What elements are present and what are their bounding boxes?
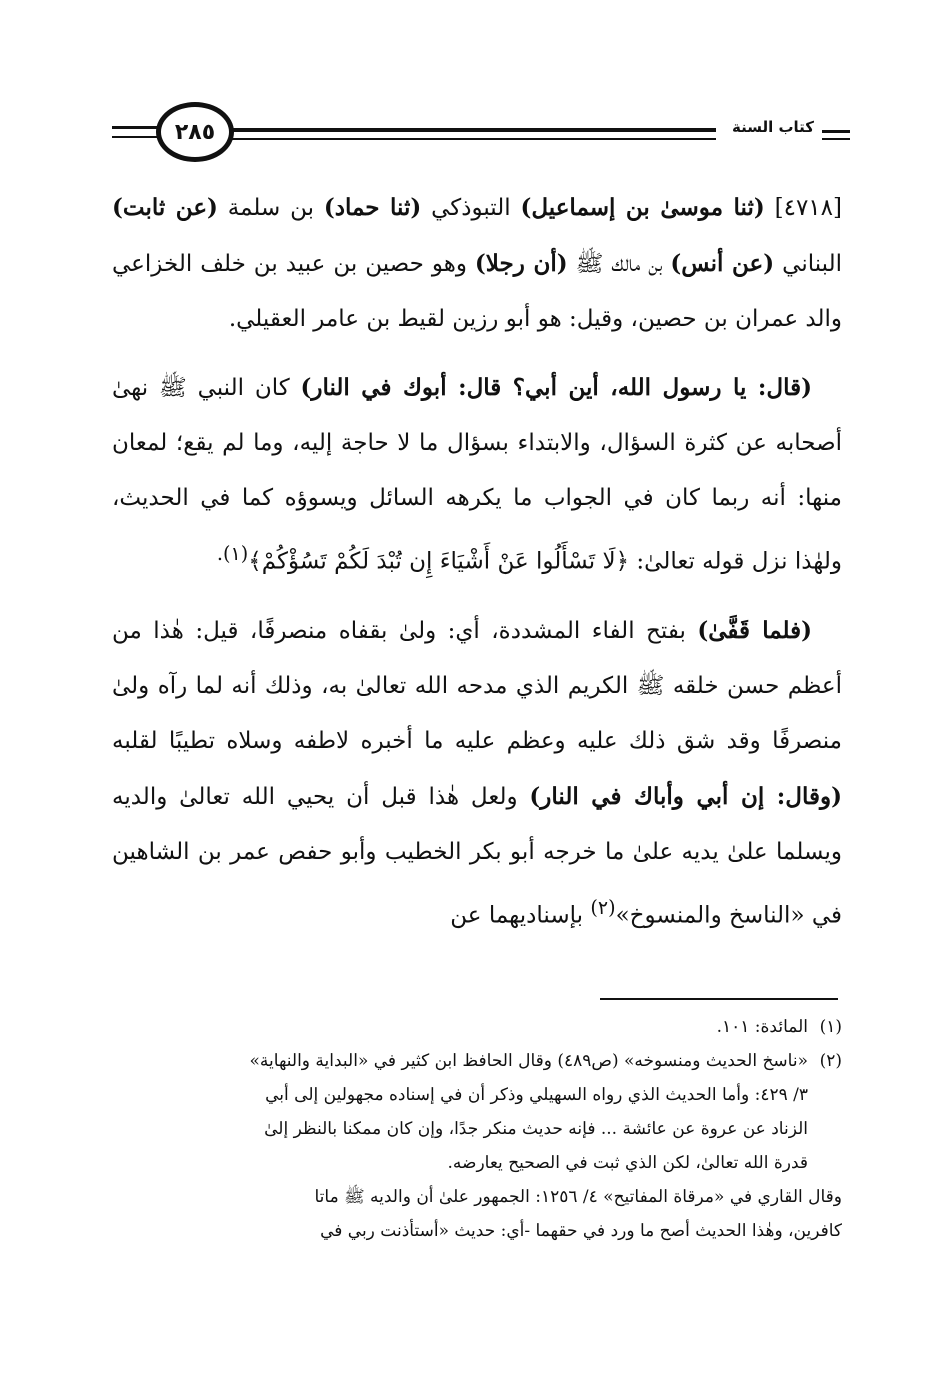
running-title: كتاب السنة [731, 118, 814, 136]
text-segment: (وقال: إن أبي وأباك في النار) [529, 782, 842, 810]
footnotes [112, 1010, 842, 1248]
footnote-line: قدرة الله تعالىٰ، لكن الذي ثبت في الصحيح يعارضه. [447, 1153, 808, 1173]
text-segment: التبوذكي [421, 195, 521, 221]
footnote-ref[interactable]: (٢) [590, 895, 616, 919]
header-rule [230, 128, 716, 132]
text-segment: بإسناديهما عن [450, 902, 591, 929]
header-rule [822, 130, 850, 133]
footnote-number: (٢) [819, 1051, 842, 1071]
text-segment: البناني [774, 251, 843, 277]
footnote-line: ٣/ ٤٢٩: وأما الحديث الذي رواه السهيلي وذكر أن في إسناده مجهولين إلى أبي [265, 1085, 808, 1105]
text-segment: (ثنا حماد) [323, 194, 422, 221]
page-number: ٢٨٥ [156, 102, 234, 162]
text-segment: (عن أنس) [670, 250, 775, 277]
text-segment: ولعل هٰذا قبل أن يحيي الله تعالىٰ والديه ويسلما علىٰ يديه علىٰ ما خرجه أبو بكر الخطيب وأبو حفص عمر بن الشاهين في «الناسخ والمنسوخ» [112, 783, 842, 929]
main-text [112, 180, 842, 956]
footnote-separator [600, 998, 838, 1000]
text-segment: بفتح الفاء المشددة، أي: ولىٰ بقفاه منصرفًا، قيل: هٰذا من أعظم حسن خلقه ﷺ الكريم الذي مدحه الله تعالىٰ به، وذلك أنه لما رآه ولىٰ منصرفًا وقد شق ذلك عليه وعظم عليه ما أخبره لاطفه وسلاه تطيبًا لقلبه [112, 617, 842, 754]
footnote-text: المائدة: ١٠١. [716, 1017, 808, 1037]
footnote-number: (١) [819, 1017, 842, 1037]
paragraph-commentary-1 [112, 360, 842, 590]
footnote-text: «ناسخ الحديث ومنسوخه» (ص٤٨٩) وقال الحافظ ابن كثير في «البداية والنهاية» [249, 1051, 808, 1071]
header-rule [822, 138, 850, 140]
footnote-line: الزناد عن عروة عن عائشة ... فإنه حديث منكر جدًا، وإن كان ممكنا بالنظر إلىٰ [264, 1119, 808, 1139]
text-segment: (قال: يا رسول الله، أين أبي؟ قال: أبوك في النار) [300, 374, 812, 401]
text-segment: وهو حصين بن عبيد بن خلف الخزاعي والد عمران بن حصين، وقيل: هو أبو رزين لقيط بن عامر العقيلي. [112, 251, 842, 332]
header-rule [230, 138, 716, 140]
text-segment: بن سلمة [217, 195, 324, 221]
page-header [112, 100, 850, 166]
text-segment: (عن ثابت) [112, 194, 218, 221]
footnote-line: كافرين، وهٰذا الحديث أصح ما ورد في حقهما -أي: حديث «أستأذنت ربي في [320, 1221, 842, 1241]
text-segment: (فلما قَفَّىٰ) [697, 616, 812, 644]
paragraph-commentary-2 [112, 603, 842, 944]
hadith-number: [٤٧١٨] [764, 195, 842, 221]
footnote-ref[interactable]: (١). [216, 542, 249, 565]
text-segment: كان النبي ﷺ نهىٰ أصحابه عن كثرة السؤال، والابتداء بسؤال ما لا حاجة إليه، وما لم يقع؛ لمعان منها: أنه ربما كان في الجواب ما يكرهه السائل ويسوؤه كما في الحديث، ولهٰذا نزل قوله تعالىٰ: [112, 375, 842, 575]
quran-verse: ﴿لَا تَسْأَلُوا عَنْ أَشْيَاءَ إِن تُبْدَ لَكُمْ تَسُؤْكُمْ﴾ [248, 548, 630, 575]
text-segment: (ثنا موسىٰ بن إسماعيل) [520, 194, 765, 221]
footnote-line: وقال القاري في «مرقاة المفاتيح» ٤/ ١٢٥٦: الجمهور علىٰ أن والديه ﷺ ماتا [314, 1187, 842, 1207]
text-segment: (أن رجلا) [474, 250, 568, 277]
paragraph-hadith-4718 [112, 180, 842, 347]
text-segment: بن مالك ﷺ [567, 251, 671, 277]
footnote-2 [112, 1044, 842, 1078]
footnote-1 [112, 1010, 842, 1044]
